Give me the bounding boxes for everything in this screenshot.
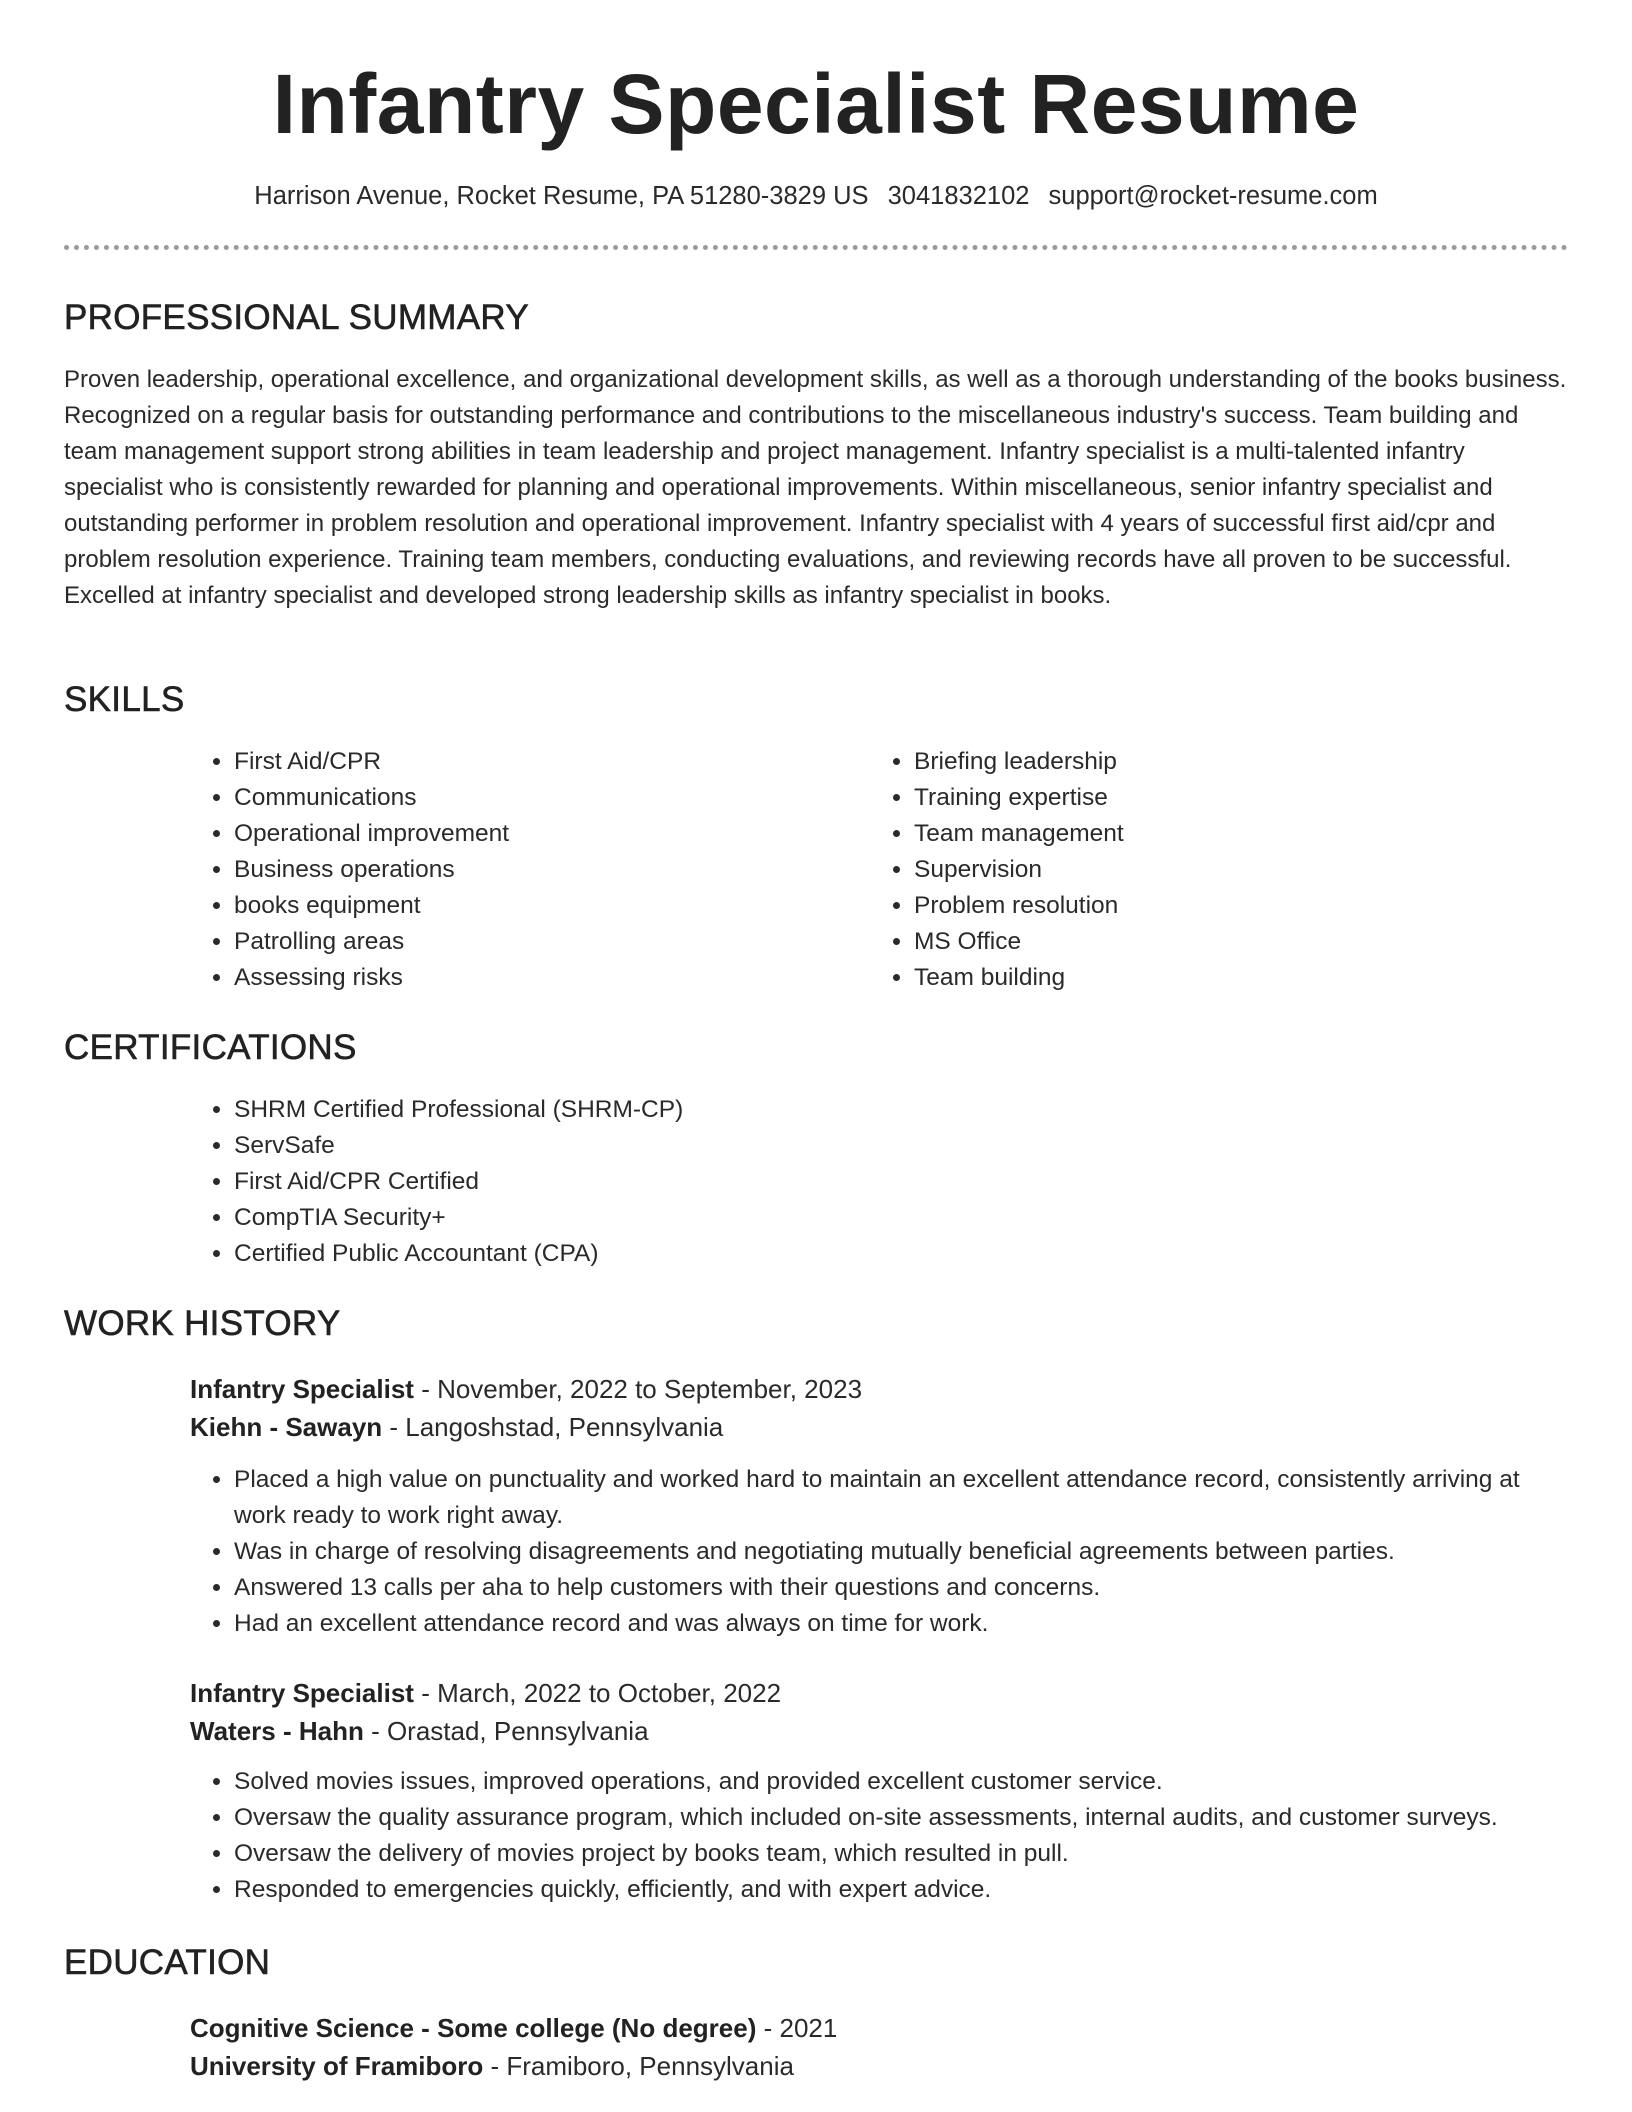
skill-item: • Communications xyxy=(234,780,870,816)
skill-item: • Briefing leadership xyxy=(914,744,1550,780)
job-dates: - March, 2022 to October, 2022 xyxy=(413,1678,782,1708)
education-location: - Framiboro, Pennsylvania xyxy=(483,2051,794,2081)
job-dates: - November, 2022 to September, 2023 xyxy=(413,1374,863,1404)
certifications-list-wrap xyxy=(190,1092,1568,1272)
certifications-section xyxy=(64,1028,1568,1272)
education-degree-line xyxy=(190,2009,1568,2047)
skill-item: • MS Office xyxy=(914,924,1550,960)
job-entry xyxy=(190,1370,1568,1446)
skill-item: • Business operations xyxy=(234,852,870,888)
job-bullet: • Oversaw the delivery of movies project by books team, which resulted in pull. xyxy=(234,1836,1568,1872)
certifications-list xyxy=(190,1092,1568,1272)
skill-item: • Operational improvement xyxy=(234,816,870,852)
job-company-line xyxy=(190,1408,1568,1446)
contact-email: support@rocket-resume.com xyxy=(1048,182,1378,210)
job-bullets-wrap xyxy=(190,1764,1568,1908)
education-school: University of Framiboro xyxy=(190,2051,484,2081)
section-title-certifications: CERTIFICATIONS xyxy=(64,1028,357,1067)
summary-text: Proven leadership, operational excellence, and organizational development skills, as well as a thorough understanding of the books business. Recognized on a regular basis for outstanding performance and contributions to the miscellaneous industry's success. Team building and team management support strong abilities in team leadership and project management. Infantry specialist is a multi-talented infantry specialist who is consistently rewarded for planning and operational improvements. Within miscellaneous, senior infantry specialist and outstanding performer in problem resolution and operational improvement. Infantry specialist with 4 years of successful first aid/cpr and problem resolution experience. Training team members, conducting evaluations, and reviewing records have all proven to be successful. Excelled at infantry specialist and developed strong leadership skills as infantry specialist in books. xyxy=(64,366,1567,609)
job-title-line xyxy=(190,1370,1568,1408)
skills-grid xyxy=(190,744,1568,996)
education-degree: Cognitive Science - Some college (No degree) xyxy=(190,2013,757,2043)
job-title: Infantry Specialist xyxy=(190,1374,414,1404)
skills-section xyxy=(64,680,1568,996)
contact-phone: 3041832102 xyxy=(887,182,1030,210)
job-bullet: • Oversaw the quality assurance program, which included on-site assessments, internal audits, and customer surveys. xyxy=(234,1800,1568,1836)
contact-line xyxy=(64,182,1568,211)
job-entry xyxy=(190,1674,1568,1750)
skill-item: • Patrolling areas xyxy=(234,924,870,960)
education-section xyxy=(64,1943,1568,2085)
job-bullet: • Solved movies issues, improved operations, and provided excellent customer service. xyxy=(234,1764,1568,1800)
job-company: Kiehn - Sawayn xyxy=(190,1412,383,1442)
certification-item: • CompTIA Security+ xyxy=(234,1200,1568,1236)
contact-address: Harrison Avenue, Rocket Resume, PA 51280-3829 US xyxy=(254,182,869,210)
job-company: Waters - Hahn xyxy=(190,1716,364,1746)
certification-item: • Certified Public Accountant (CPA) xyxy=(234,1236,1568,1272)
job-bullets-wrap xyxy=(190,1462,1568,1642)
education-year: - 2021 xyxy=(756,2013,838,2043)
job-bullets xyxy=(190,1462,1568,1642)
skill-item: • Assessing risks xyxy=(234,960,870,996)
skills-column-right xyxy=(870,744,1550,996)
skill-item: • Team management xyxy=(914,816,1550,852)
job-location: - Langoshstad, Pennsylvania xyxy=(382,1412,724,1442)
job-bullets xyxy=(190,1764,1568,1908)
job-title-line xyxy=(190,1674,1568,1712)
section-title-education: EDUCATION xyxy=(64,1943,271,1982)
skill-item: • Team building xyxy=(914,960,1550,996)
education-entry xyxy=(190,2009,1568,2085)
resume-title: Infantry Specialist Resume xyxy=(272,57,1360,151)
skills-column-left xyxy=(190,744,870,996)
job-location: - Orastad, Pennsylvania xyxy=(363,1716,649,1746)
skill-item: • Training expertise xyxy=(914,780,1550,816)
education-school-line xyxy=(190,2047,1568,2085)
section-title-summary: PROFESSIONAL SUMMARY xyxy=(64,298,529,337)
work-history-section xyxy=(64,1304,1568,1908)
job-bullet: • Had an excellent attendance record and was always on time for work. xyxy=(234,1606,1568,1642)
job-company-line xyxy=(190,1712,1568,1750)
job-title: Infantry Specialist xyxy=(190,1678,414,1708)
job-bullet: • Answered 13 calls per aha to help customers with their questions and concerns. xyxy=(234,1570,1568,1606)
certification-item: • SHRM Certified Professional (SHRM-CP) xyxy=(234,1092,1568,1128)
header-divider xyxy=(64,245,1568,250)
skill-item: • Problem resolution xyxy=(914,888,1550,924)
certification-item: • First Aid/CPR Certified xyxy=(234,1164,1568,1200)
skill-item: • Supervision xyxy=(914,852,1550,888)
skill-item: • First Aid/CPR xyxy=(234,744,870,780)
section-title-skills: SKILLS xyxy=(64,680,185,719)
skill-item: • books equipment xyxy=(234,888,870,924)
job-bullet: • Was in charge of resolving disagreements and negotiating mutually beneficial agreements between parties. xyxy=(234,1534,1568,1570)
job-bullet: • Responded to emergencies quickly, efficiently, and with expert advice. xyxy=(234,1872,1568,1908)
job-bullet: • Placed a high value on punctuality and worked hard to maintain an excellent attendance record, consistently arriving at work ready to work right away. xyxy=(234,1462,1568,1534)
professional-summary-section xyxy=(64,298,1568,614)
certification-item: • ServSafe xyxy=(234,1128,1568,1164)
section-title-work-history: WORK HISTORY xyxy=(64,1304,341,1343)
